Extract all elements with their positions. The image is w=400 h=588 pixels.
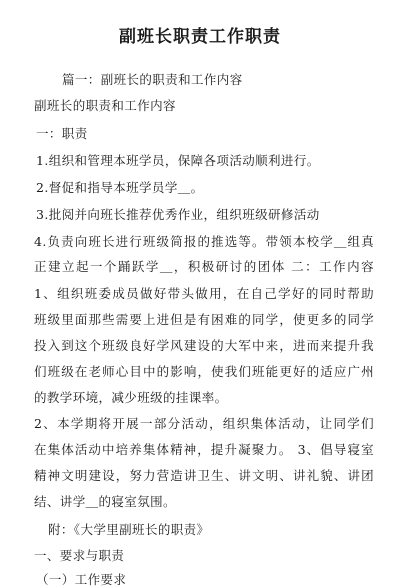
work-paragraph-1-line-4: 们班级在老师心目中的影响，使我们班能更好的适应广州 <box>34 364 374 379</box>
work-paragraph-3-line-1: 精神文明建设，努力营造讲卫生、讲文明、讲礼貌、讲团 <box>34 468 374 483</box>
duty-item-1: 1.组织和管理本班学员，保障各项活动顺利进行。 <box>36 153 320 168</box>
section-heading-article-one: 篇一：副班长的职责和工作内容 <box>62 72 243 87</box>
requirements-heading: 一、要求与职责 <box>34 548 125 563</box>
duty-item-4: 4.负责向班长进行班级简报的推选等。带领本校学＿组真 <box>34 234 374 249</box>
duty-item-4-continued: 正建立起一个踊跃学＿，积极研讨的团体 二：工作内容 <box>34 259 374 274</box>
appendix-heading: 附：《大学里副班长的职责》 <box>48 522 210 537</box>
work-paragraph-1-line-5: 的教学环境，减少班级的挂课率。 <box>34 390 228 405</box>
heading-duties: 一：职责 <box>36 126 88 141</box>
document-title: 副班长职责工作职责 <box>119 27 281 47</box>
work-paragraph-2-line-2: 在集体活动中培养集体精神，提升凝聚力。 3、倡导寝室 <box>34 442 374 457</box>
work-paragraph-1-line-2: 班级里面那些需要上进但是有困难的同学，使更多的同学 <box>34 312 374 327</box>
work-paragraph-1-line-1: 1、组织班委成员做好带头做用，在自己学好的同时帮助 <box>34 286 374 301</box>
work-requirements-subheading: （一）工作要求 <box>36 572 127 587</box>
work-paragraph-1-line-3: 投入到这个班级良好学风建设的大军中来，进而来提升我 <box>34 338 374 353</box>
duty-item-2: 2.督促和指导本班学员学＿。 <box>36 180 204 195</box>
duty-item-3: 3.批阅并向班长推荐优秀作业，组织班级研修活动 <box>36 207 320 222</box>
work-paragraph-2-line-1: 2、本学期将开展一部分活动，组织集体活动，让同学们 <box>34 416 374 431</box>
work-paragraph-3-line-2: 结、讲学＿的寝室氛围。 <box>34 494 176 509</box>
subheading-duties-and-work: 副班长的职责和工作内容 <box>34 98 176 113</box>
